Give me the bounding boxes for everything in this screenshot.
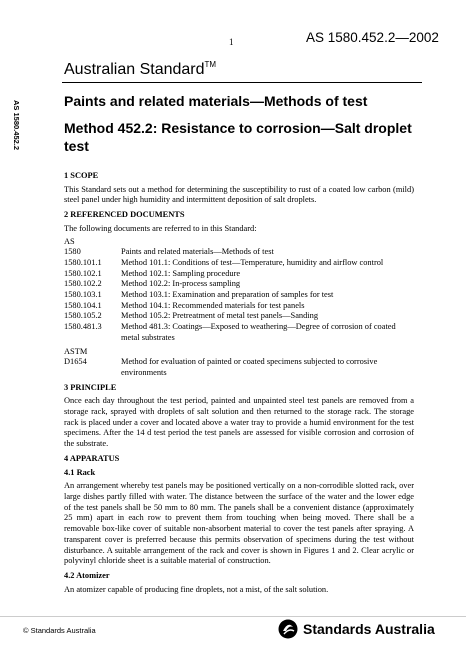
astm-reference-list <box>64 357 414 378</box>
reference-title: Method for evaluation of painted or coated specimens subjected to corrosive environments <box>121 357 378 377</box>
rack-paragraph: An arrangement whereby test panels may be positioned vertically on a non-corrodible slotted rack, over large dishes partly filled with water. The distance between the surface of the water and the lower edge of the test panels shall be 50 mm to 80 mm. The panels shall be a convenient distance (approximately 25 mm) apart in each row to prevent them from touching when being moved. There shall be a removable box-like cover of suitable non-absorbent material to cover the test panels after spraying. A transparent cover is preferred because this permits observation of specimens during the test without disturbance. A suitable arrangement of the rack and cover is shown in Figures 1 and 2. Clear acrylic or polyvinyl chloride sheet is a suitable material of construction. <box>64 481 414 566</box>
document-series-title: Paints and related materials—Methods of test <box>64 93 368 109</box>
reference-code: 1580.102.1 <box>64 268 102 278</box>
reference-row <box>64 269 414 280</box>
reference-row <box>64 322 414 343</box>
section-heading-scope: 1 SCOPE <box>64 171 99 180</box>
standards-australia-logo <box>278 619 435 639</box>
standard-number: AS 1580.452.2—2002 <box>306 30 439 45</box>
document-method-title: Method 452.2: Resistance to corrosion—Salt droplet test <box>64 120 412 154</box>
reference-row <box>64 357 414 378</box>
reference-code: 1580.103.1 <box>64 290 102 300</box>
copyright-notice: © Standards Australia <box>23 626 96 635</box>
reference-row <box>64 279 414 290</box>
refs-group-astm: ASTM <box>64 346 88 356</box>
refs-intro: The following documents are referred to in this Standard: <box>64 223 257 233</box>
reference-code: 1580 <box>64 247 81 257</box>
logo-text: Standards Australia <box>303 621 435 637</box>
trademark-mark: TM <box>204 60 217 69</box>
atomizer-paragraph: An atomizer capable of producing fine droplets, not a mist, of the salt solution. <box>64 584 329 594</box>
scope-paragraph: This Standard sets out a method for determining the susceptibility to rust of a coated low carbon (mild) steel panel under high humidity and intermittent deposition of salt droplets. <box>64 184 414 205</box>
reference-title: Method 101.1: Conditions of test—Temperature, humidity and airflow control <box>121 257 384 267</box>
subsection-heading-atomizer: 4.2 Atomizer <box>64 570 110 580</box>
subsection-heading-rack: 4.1 Rack <box>64 467 96 477</box>
section-heading-principle: 3 PRINCIPLE <box>64 382 117 392</box>
document-body <box>64 171 414 595</box>
as-reference-list <box>64 247 414 343</box>
standards-australia-logo-icon <box>278 619 298 639</box>
reference-row <box>64 290 414 301</box>
refs-group-as: AS <box>64 236 75 246</box>
page-number: 1 <box>229 37 234 47</box>
reference-row <box>64 301 414 312</box>
reference-code: 1580.105.2 <box>64 311 102 321</box>
reference-code: 1580.481.3 <box>64 322 102 332</box>
brand-title <box>64 60 216 79</box>
header-rule <box>62 82 422 83</box>
reference-title: Method 104.1: Recommended materials for test panels <box>121 300 305 310</box>
section-heading-referenced-documents: 2 REFERENCED DOCUMENTS <box>64 210 185 220</box>
reference-code: 1580.102.2 <box>64 279 102 289</box>
reference-title: Method 102.1: Sampling procedure <box>121 268 241 278</box>
reference-code: 1580.101.1 <box>64 257 102 267</box>
reference-code: 1580.104.1 <box>64 300 102 310</box>
reference-title: Method 103.1: Examination and preparation of samples for test <box>121 290 334 300</box>
brand-text: Australian Standard <box>64 61 205 78</box>
reference-row <box>64 247 414 258</box>
section-heading-apparatus: 4 APPARATUS <box>64 453 120 463</box>
reference-title: Method 481.3: Coatings—Exposed to weathering—Degree of corrosion of coated metal substrates <box>121 322 396 342</box>
principle-paragraph: Once each day throughout the test period, painted and unpainted steel test panels are removed from a storage rack, sprayed with droplets of salt solution and then returned to the storage rack. The storage rack is placed under a cover and located above a water tray to provide a humid environment for the test specimens. After the 14 d test period the test panels are assessed for visible corrosion and corrosion of the substrate. <box>64 396 414 449</box>
side-label-text: AS 1580.452.2 <box>12 100 21 151</box>
reference-row <box>64 311 414 322</box>
reference-code: D1654 <box>64 357 87 367</box>
side-label <box>11 100 23 180</box>
reference-title: Method 102.2: In-process sampling <box>121 279 241 289</box>
reference-title: Method 105.2: Pretreatment of metal test panels—Sanding <box>121 311 319 321</box>
reference-row <box>64 258 414 269</box>
reference-title: Paints and related materials—Methods of test <box>121 247 274 257</box>
footer-rule <box>0 616 466 617</box>
